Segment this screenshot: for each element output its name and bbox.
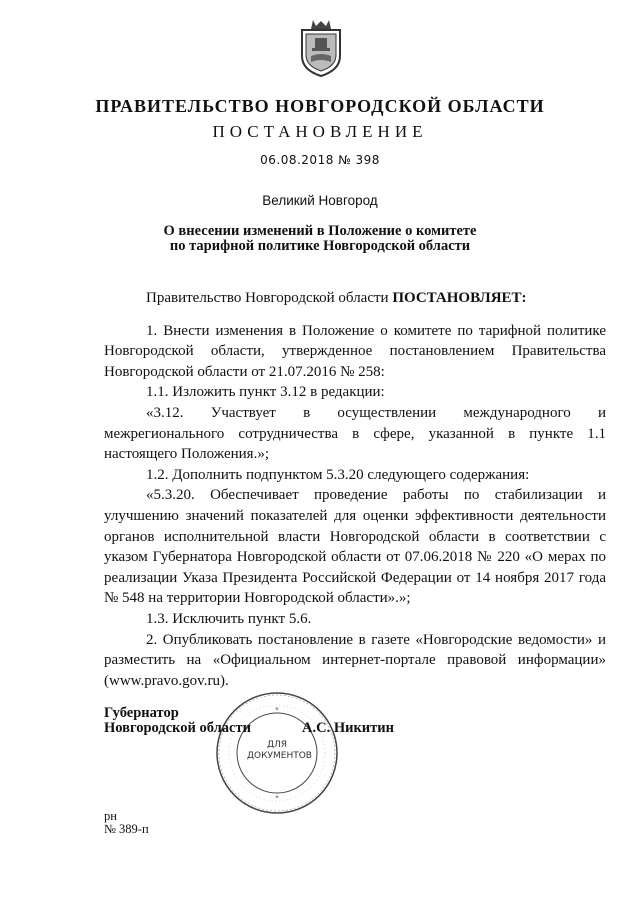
city-name: Великий Новгород bbox=[262, 193, 378, 208]
stamp-line-2: ДОКУМЕНТОВ bbox=[247, 751, 312, 761]
svg-text:*: * bbox=[275, 794, 279, 802]
signatory-position-line-1: Губернатор bbox=[104, 705, 179, 721]
government-title: ПРАВИТЕЛЬСТВО НОВГОРОДСКОЙ ОБЛАСТИ bbox=[95, 96, 545, 116]
coat-of-arms-emblem bbox=[298, 18, 344, 78]
intro-decree-word: ПОСТАНОВЛЯЕТ: bbox=[392, 290, 527, 306]
document-heading bbox=[150, 224, 490, 254]
document-body bbox=[104, 288, 606, 691]
registration-number bbox=[104, 810, 149, 836]
intro-text: Правительство Новгородской области bbox=[146, 290, 393, 306]
registration-line-2: № 389-п bbox=[104, 822, 149, 836]
paragraph-1-1: 1.1. Изложить пункт 3.12 в редакции: bbox=[146, 384, 385, 401]
paragraph-2: 2. Опубликовать постановление в газете «Новгородские ведомости» и разместить на «Официальном интернет-портале правовой информации» (www.pravo.gov.ru). bbox=[104, 631, 606, 689]
stamp-inner-text bbox=[247, 740, 312, 762]
intro-paragraph bbox=[104, 288, 606, 309]
signatory-position bbox=[104, 706, 251, 736]
paragraph-1-3: 1.3. Исключить пункт 5.6. bbox=[146, 610, 312, 627]
paragraph-1-1-text: «3.12. Участвует в осуществлении международного и межрегионального сотрудничества в сфере, указанной в пункте 1.1 настоящего Положения.»; bbox=[104, 404, 606, 463]
paragraph-1-2-text: «5.3.20. Обеспечивает проведение работы по стабилизации и улучшению значений показателей для оценки эффективности деятельности органов исполнительной власти Новгородской области в соответствии с указом Губернатора Новгородской области от 07.06.2018 № 220 «О мерах по реализации Указа Президента Российской Федерации от 14 ноября 2017 года № 548 на территории Новгородской области».»; bbox=[104, 487, 606, 607]
document-type: ПОСТАНОВЛЕНИЕ bbox=[212, 122, 428, 141]
heading-line-2: по тарифной политике Новгородской области bbox=[169, 238, 471, 254]
paragraph-1-2: 1.2. Дополнить подпунктом 5.3.20 следующего содержания: bbox=[146, 466, 530, 483]
stamp-line-1: ДЛЯ bbox=[266, 740, 288, 750]
svg-text:*: * bbox=[275, 706, 279, 714]
heading-line-1: О внесении изменений в Положение о комитете bbox=[163, 223, 477, 239]
registration-line-1: рн bbox=[104, 809, 117, 823]
signatory-position-line-2: Новгородской области bbox=[104, 720, 251, 736]
date-and-number: 06.08.2018 № 398 bbox=[260, 153, 380, 167]
paragraph-1: 1. Внести изменения в Положение о комитете по тарифной политике Новгородской области, утвержденное постановлением Правительства Новгородской области от 21.07.2016 № 258: bbox=[104, 322, 606, 380]
signatory-name: А.С. Никитин bbox=[302, 720, 394, 736]
